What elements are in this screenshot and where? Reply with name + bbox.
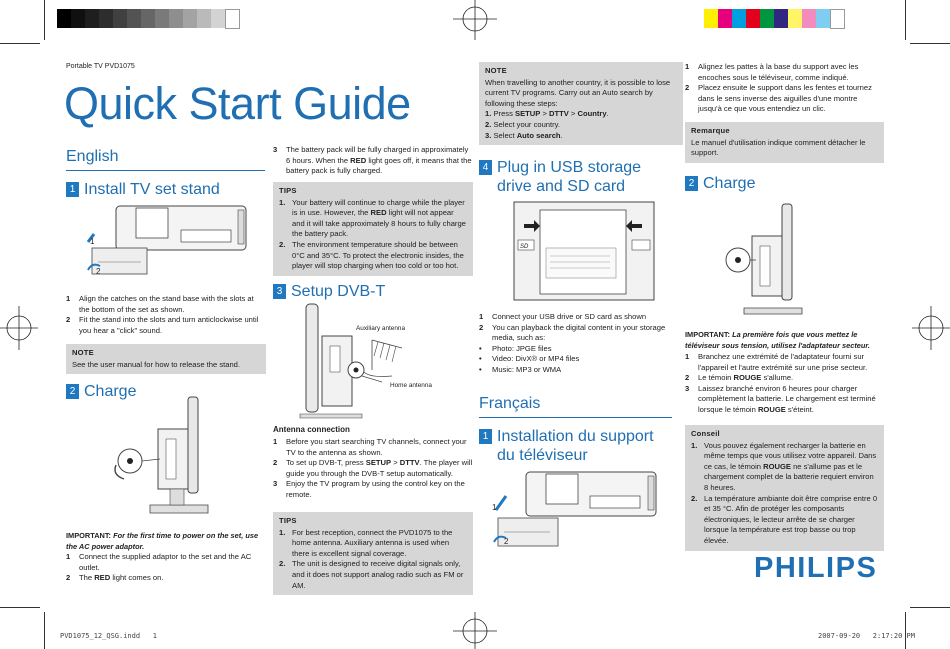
antenna-steps xyxy=(273,437,473,501)
step-item: 2 Fit the stand into the slots and turn anticlockwise until you hear a "click" sound. xyxy=(66,315,259,335)
charge-important xyxy=(66,531,266,552)
antenna-illustration xyxy=(292,300,472,420)
registration-mark-right xyxy=(910,298,950,358)
registration-mark-top xyxy=(445,0,505,42)
note-title: NOTE xyxy=(485,66,507,75)
step-item: 2 The RED light comes on. xyxy=(66,573,164,583)
note-text: When travelling to another country, it is possible to lose current TV programs. Carry out an Auto search by following these steps: xyxy=(485,77,671,108)
footer-file: PVD1075_12_QSG.indd 1 xyxy=(60,632,157,640)
conseil-box xyxy=(685,425,884,551)
section-setup-dvbt-heading xyxy=(273,282,385,301)
svg-text:1: 1 xyxy=(492,503,497,512)
important-label: IMPORTANT: xyxy=(685,330,731,339)
section-title: Charge xyxy=(703,175,756,192)
step-item: 1 Branchez une extrémité de l'adaptateur fourni sur l'appareil et l'autre extrémité sur une prise secteur. xyxy=(685,352,868,372)
charge-illustration xyxy=(110,395,210,525)
tip-item: 1. Your battery will continue to charge while the player is in use. However, the RED light will not appear and it will take approximately 8 hours to fully charge the battery pack. xyxy=(279,197,466,239)
tip-item: 2. The unit is designed to receive digital signals only, and it does not support analog radio such as FM or AM. xyxy=(279,559,464,590)
tips-title: Conseil xyxy=(691,429,720,438)
section-number: 2 xyxy=(685,176,698,191)
install-stand-steps xyxy=(66,294,266,336)
section-title: Setup DVB-T xyxy=(291,283,386,300)
tips-title: TIPS xyxy=(279,516,297,525)
section-title: Installation du support du téléviseur xyxy=(497,428,654,464)
bullet-item: • Music: MP3 or WMA xyxy=(479,364,562,374)
step-item: 1 Align the catches on the stand base with the slots at the bottom of the set as shown. xyxy=(66,294,254,314)
french-heading: Français xyxy=(479,395,541,412)
important-label: IMPORTANT: xyxy=(66,531,112,540)
section-usb-heading xyxy=(479,158,669,196)
footer-date: 2007-09-20 2:17:20 PM xyxy=(818,632,915,640)
step-item: 2 Placez ensuite le support dans les fentes et tournez dans le sens inverse des aiguilles d'une montre jusqu'à ce que vous entendiez un clic. xyxy=(685,83,872,114)
section-number: 1 xyxy=(66,182,79,197)
section-number: 3 xyxy=(273,284,286,299)
section-install-stand-heading xyxy=(66,180,220,199)
english-rule xyxy=(66,170,265,171)
charge-fr-important xyxy=(685,330,883,351)
remarque-box xyxy=(685,122,884,163)
philips-logo: PHILIPS xyxy=(754,552,878,584)
tip-item: 2. La température ambiante doit être comprise entre 0 et 35 °C. Afin de protéger les composants électroniques, le lecteur arrête de se charger lorsque la température est trop basse ou trop élevée. xyxy=(691,493,878,545)
note-box xyxy=(66,344,266,374)
tip-item: 1. For best reception, connect the PVD1075 to the home antenna. Auxiliary antenna is used when there is excellent signal coverage. xyxy=(279,527,453,558)
section-title: Plug in USB storage drive and SD card xyxy=(497,159,642,195)
registration-mark-bottom xyxy=(445,612,505,649)
step-item: 3 The battery pack will be fully charged in approximately 6 hours. When the RED light goes off, it means that the battery pack is fully charged. xyxy=(273,145,472,176)
svg-text:SD: SD xyxy=(520,244,529,250)
step-item: 1 Connect your USB drive or SD card as shown xyxy=(479,312,647,321)
section-number: 1 xyxy=(479,429,492,444)
note-text: See the user manual for how to release the stand. xyxy=(72,359,241,369)
tip-item: 1. Vous pouvez également recharger la batterie en même temps que vous utilisez votre appareil. Dans ce cas, le témoin ROUGE ne s'allume pas et le chargement complet de la batterie requiert environ 8 heures. xyxy=(691,440,877,492)
step-item: 1 Alignez les pattes à la base du support avec les encoches sous le téléviseur, comme indiqué. xyxy=(685,62,859,82)
antenna-connection-heading: Antenna connection xyxy=(273,425,350,434)
section-installation-support-heading xyxy=(479,427,674,465)
dvbt-tips-box xyxy=(273,512,473,595)
bullet-item: • Video: DivX® or MP4 files xyxy=(479,354,580,364)
step-item: 1 Before you start searching TV channels, connect your TV to the antenna as shown. xyxy=(273,437,467,457)
support-steps xyxy=(685,62,883,115)
bullet-item: • Photo: JPGE files xyxy=(479,343,552,353)
charge-fr-illustration xyxy=(722,190,822,320)
svg-text:2: 2 xyxy=(504,537,509,546)
important-text: La première fois que vous mettez le téléviseur sous tension, utilisez l'adaptateur secteur. xyxy=(685,330,870,350)
section-number: 2 xyxy=(66,384,79,399)
aux-antenna-label: Auxiliary antenna xyxy=(356,325,406,332)
charge-fr-steps xyxy=(685,352,883,416)
registration-mark-left xyxy=(0,298,40,358)
french-rule xyxy=(479,417,672,418)
note-title: NOTE xyxy=(72,348,94,357)
note-step: 1. Press SETUP > DTTV > Country. xyxy=(485,109,609,119)
usb-sd-illustration xyxy=(510,200,660,305)
note-step: 3. Select Auto search. xyxy=(485,130,563,140)
important-text: For the first time to power on the set, use the AC power adaptor. xyxy=(66,531,259,551)
travel-note-box xyxy=(479,62,683,145)
home-antenna-label: Home antenna xyxy=(390,382,432,389)
product-name: Portable TV PVD1075 xyxy=(66,63,135,70)
tip-item: 2. The environment temperature should be between 0°C and 35°C. To protect the electronic insides, the player will stop charging when too cold or too hot. xyxy=(279,239,464,271)
support-install-illustration xyxy=(490,466,670,556)
svg-text:1: 1 xyxy=(90,237,95,246)
step-item: 2 To set up DVB-T, press SETUP > DTTV. The player will guide you through the DVB-T setup automatically. xyxy=(273,458,473,478)
page-title: Quick Start Guide xyxy=(64,78,411,129)
section-number: 4 xyxy=(479,160,492,175)
note-step: 2. Select your country. xyxy=(485,119,561,129)
section-title: Install TV set stand xyxy=(84,181,220,198)
tips-title: TIPS xyxy=(279,186,297,195)
charge-tips-box xyxy=(273,182,473,276)
step-item: 3 Laissez branché environ 6 heures pour charger complètement la batterie. Le chargement est terminé lorsque le témoin ROUGE s'éteint. xyxy=(685,383,876,414)
stand-install-illustration xyxy=(86,200,266,290)
step-item: 2 Le témoin ROUGE s'allume. xyxy=(685,373,794,383)
step-item: 3 Enjoy the TV program by using the control key on the remote. xyxy=(273,479,465,499)
charge-step-3 xyxy=(273,145,473,177)
step-item: 2 You can playback the digital content in your storage media, such as: xyxy=(479,322,666,343)
svg-text:2: 2 xyxy=(96,267,101,276)
step-item: 1 Connect the supplied adaptor to the set and the AC outlet. xyxy=(66,552,252,572)
note-title: Remarque xyxy=(691,126,730,135)
usb-steps xyxy=(479,312,675,376)
section-title: Charge xyxy=(84,383,137,400)
charge-steps xyxy=(66,552,266,584)
english-heading: English xyxy=(66,148,119,165)
note-text: Le manuel d'utilisation indique comment détacher le support. xyxy=(691,137,866,158)
